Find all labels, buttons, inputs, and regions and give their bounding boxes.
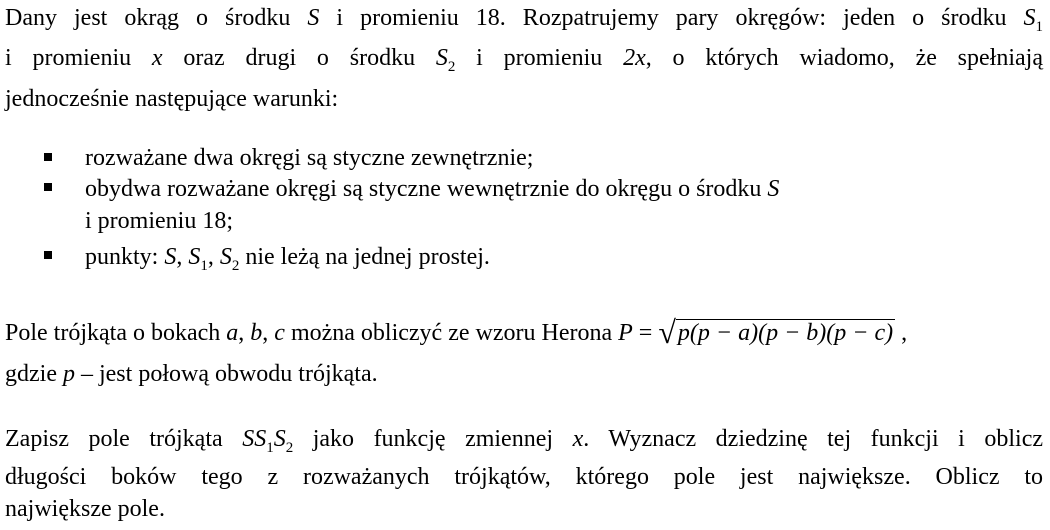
variable-x: x [151, 45, 163, 71]
condition-2 [85, 174, 779, 204]
text-fragment: nie leżą na jednej prostej. [239, 244, 490, 270]
text-fragment: , [207, 244, 220, 270]
text-fragment: i promieniu [455, 45, 624, 71]
subscript: 2 [285, 440, 294, 456]
variable-c: c [274, 320, 285, 346]
text-fragment: , [262, 320, 275, 346]
formula-lhs: P [618, 320, 633, 346]
symbol-S1: S [1023, 5, 1036, 31]
task-line-1 [5, 424, 1043, 454]
heron-line-1 [5, 314, 908, 350]
text-fragment: Zapisz pole trójkąta [5, 426, 243, 452]
variable-p: p [62, 361, 75, 387]
bullet-marker [44, 153, 52, 161]
task-line-3 [5, 494, 165, 524]
text-fragment: i promieniu [5, 45, 152, 71]
text-fragment: – jest połową obwodu trójkąta. [74, 361, 378, 387]
subscript: 1 [266, 440, 274, 456]
symbol-S: S [164, 244, 177, 270]
heron-formula [618, 314, 908, 350]
text-fragment: i promieniu 18; [85, 208, 233, 234]
bullet-marker [44, 183, 52, 191]
bullet-marker [44, 251, 52, 259]
text-fragment: i promieniu 18. Rozpatrujemy pary okręgów: jeden o środku [319, 5, 1024, 31]
triangle-name: S [273, 426, 286, 452]
text-fragment: punkty: [85, 244, 165, 270]
variable-a: a [226, 320, 239, 346]
text-fragment: , [238, 320, 251, 346]
variable-x: x [572, 426, 584, 452]
equals-sign: = [632, 320, 659, 346]
text-fragment: oraz drugi o środku [162, 45, 436, 71]
text-fragment: , [176, 244, 189, 270]
symbol-S1: S [188, 244, 201, 270]
text-fragment: Dany jest okrąg o środku [5, 5, 308, 31]
condition-3 [85, 242, 490, 272]
intro-line-2 [5, 43, 1043, 73]
expression-2x: 2x [623, 45, 646, 71]
text-fragment: największe pole. [5, 496, 165, 522]
text-fragment: , [895, 320, 908, 346]
symbol-S2: S [219, 244, 232, 270]
condition-1 [85, 143, 533, 173]
text-fragment: gdzie [5, 361, 63, 387]
subscript: 1 [200, 258, 208, 274]
text-fragment: jednocześnie następujące warunki: [5, 86, 339, 112]
text-fragment: , o których wiadomo, że spełniają [645, 45, 1043, 71]
heron-line-2 [5, 359, 378, 389]
text-fragment: długości boków tego z rozważanych trójkątów, którego pole jest największe. Oblicz to [5, 464, 1043, 490]
symbol-S2: S [435, 45, 448, 71]
text-fragment: Pole trójkąta o bokach [5, 320, 227, 346]
square-root-icon: √ [658, 314, 676, 350]
intro-line-1 [5, 3, 1043, 33]
text-fragment: rozważane dwa okręgi są styczne zewnętrznie; [85, 145, 534, 171]
text-fragment: można obliczyć ze wzoru Herona [284, 320, 619, 346]
symbol-S: S [307, 5, 320, 31]
intro-line-3 [5, 84, 338, 114]
text-fragment: . Wyznacz dziedzinę tej funkcji i oblicz [583, 426, 1044, 452]
subscript: 2 [447, 59, 456, 75]
text-fragment: jako funkcję zmiennej [293, 426, 573, 452]
subscript: 1 [1035, 19, 1043, 35]
text-fragment: obydwa rozważane okręgi są styczne wewnętrznie do okręgu o środku [85, 176, 768, 202]
task-line-2 [5, 462, 1043, 492]
symbol-S: S [767, 176, 780, 202]
variable-b: b [250, 320, 263, 346]
formula-radicand: p(p − a)(p − b)(p − c) [677, 320, 894, 346]
subscript: 2 [231, 258, 240, 274]
condition-2-continued [85, 206, 233, 236]
triangle-name: SS [242, 426, 267, 452]
